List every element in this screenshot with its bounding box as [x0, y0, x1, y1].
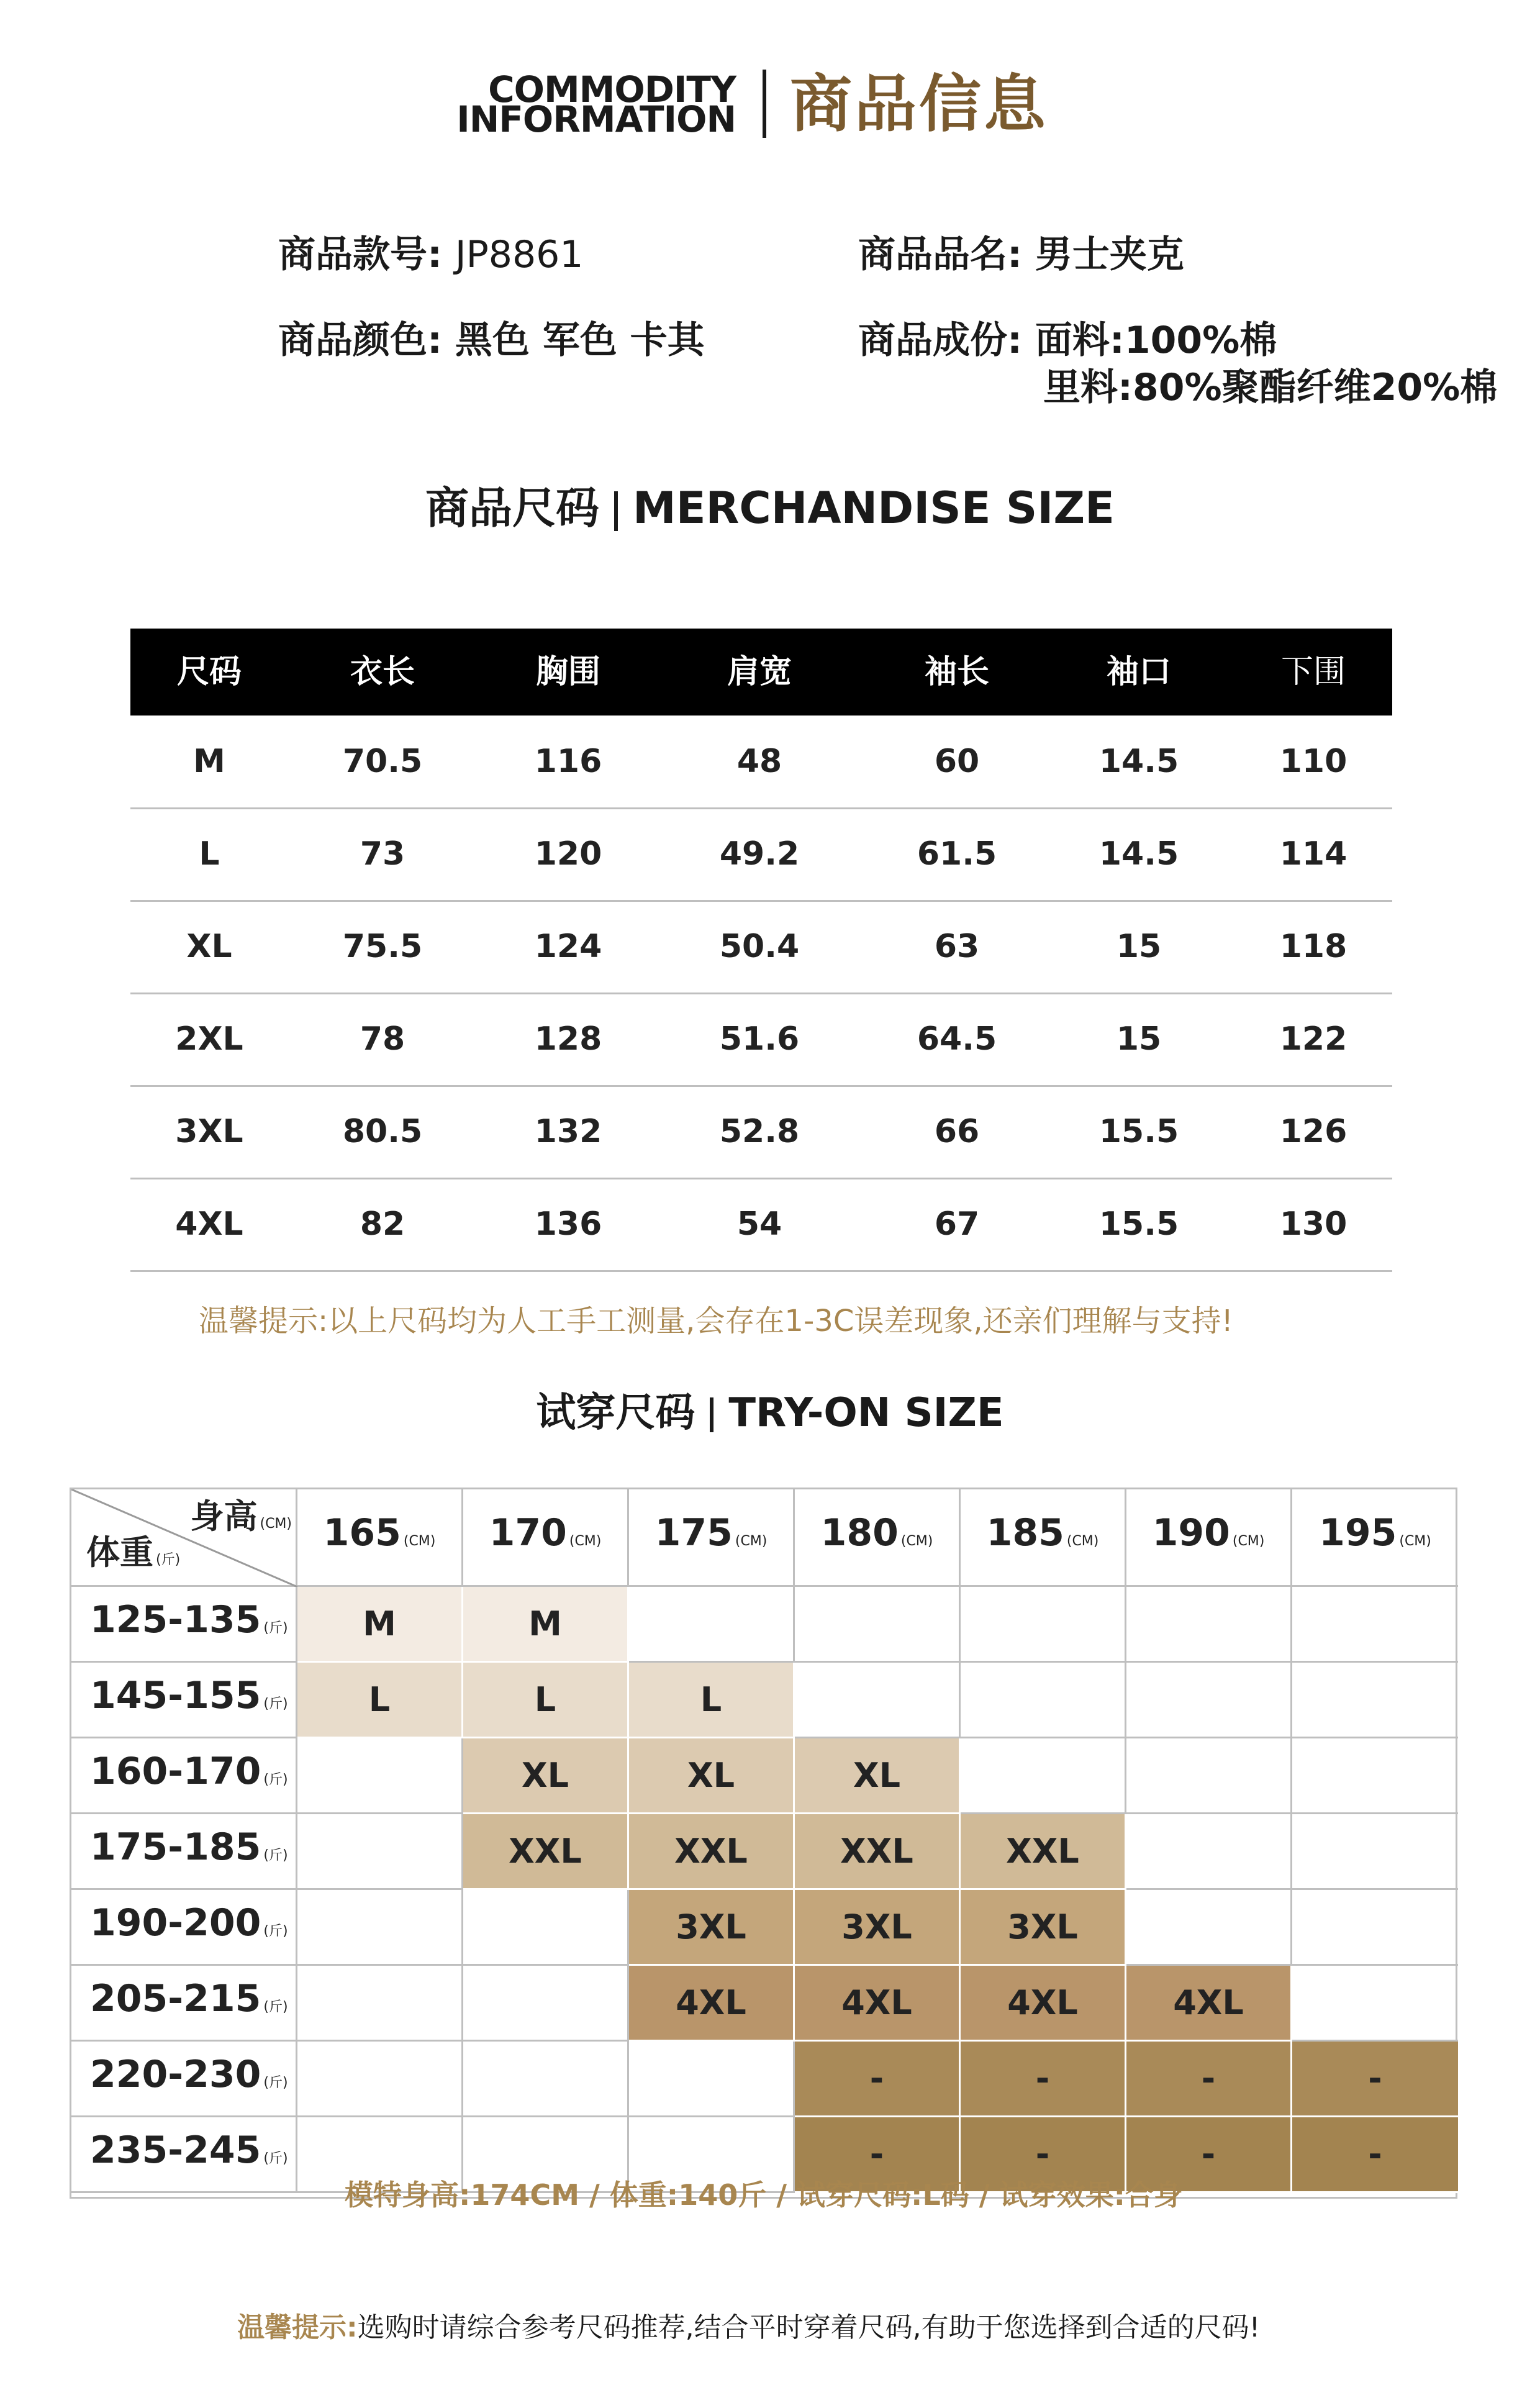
- size-header-cell: 尺码: [176, 653, 242, 691]
- size-title-divider: [614, 491, 618, 531]
- size-table-cell: 136: [534, 1206, 602, 1243]
- tryon-size-cell: [297, 1966, 463, 2042]
- tryon-size-cell: [297, 1663, 463, 1738]
- weight-unit: (斤): [263, 1923, 288, 1939]
- info-style-value: JP8861: [455, 233, 584, 276]
- tryon-size-value: -: [1035, 2134, 1050, 2174]
- tryon-size-cell: [297, 1587, 463, 1663]
- height-value: 165: [323, 1511, 401, 1555]
- size-table-cell: 80.5: [342, 1113, 423, 1150]
- tryon-height-header: [961, 1489, 1126, 1587]
- tryon-size-value: M: [528, 1604, 562, 1643]
- tryon-size-cell: [1126, 1663, 1292, 1738]
- size-header-cell: 衣长: [350, 653, 415, 691]
- weight-unit: (斤): [263, 1620, 288, 1636]
- tryon-size-value: 4XL: [676, 1983, 746, 2022]
- size-table-cell: 52.8: [719, 1113, 800, 1150]
- size-table-row: [130, 808, 1392, 902]
- corner-weight-label: [86, 1534, 180, 1579]
- tryon-title-cn: 试穿尺码: [536, 1390, 695, 1436]
- tryon-size-cell: [961, 1890, 1126, 1966]
- tryon-size-value: XXL: [1006, 1831, 1079, 1871]
- tryon-size-cell: [961, 1814, 1126, 1890]
- corner-height-label: [190, 1498, 292, 1543]
- size-table-row: [130, 1178, 1392, 1272]
- height-unit: (CM): [900, 1533, 933, 1549]
- tryon-weight-label: [71, 1663, 297, 1738]
- tryon-size-value: -: [869, 2058, 884, 2098]
- tryon-size-value: L: [534, 1679, 556, 1719]
- weight-value: 220-230: [90, 2052, 261, 2096]
- size-table-row: [130, 993, 1392, 1087]
- tryon-size-cell: [629, 1890, 795, 1966]
- weight-unit: (斤): [263, 1771, 288, 1788]
- info-style: [278, 232, 583, 277]
- tryon-size-cell: [297, 1738, 463, 1814]
- size-table-header: [130, 629, 1392, 716]
- weight-unit: (斤): [263, 1999, 288, 2015]
- tryon-corner-cell: [71, 1489, 297, 1587]
- tryon-size-value: 3XL: [676, 1907, 746, 1947]
- info-material-label: 商品成份:: [858, 319, 1022, 362]
- tryon-size-value: 3XL: [1007, 1907, 1078, 1947]
- height-unit: (CM): [569, 1533, 602, 1549]
- tryon-weight-label: [71, 1890, 297, 1966]
- tryon-size-cell: [1292, 1890, 1458, 1966]
- tryon-size-cell: [1292, 1738, 1458, 1814]
- size-table-cell: 3XL: [175, 1113, 243, 1150]
- weight-unit: (斤): [263, 1847, 288, 1863]
- corner-weight-unit: (斤): [156, 1552, 181, 1568]
- bottom-note: [237, 2310, 1260, 2345]
- tryon-section-title: [0, 1388, 1540, 1438]
- tryon-size-cell: [629, 1587, 795, 1663]
- size-table-cell: 15.5: [1098, 1113, 1179, 1150]
- tryon-size-value: -: [869, 2134, 884, 2174]
- size-title-en: MERCHANDISE SIZE: [633, 483, 1115, 534]
- size-table-row: [130, 716, 1392, 809]
- weight-value: 160-170: [90, 1749, 261, 1793]
- height-unit: (CM): [1399, 1533, 1431, 1549]
- tryon-size-cell: [1292, 1663, 1458, 1738]
- tryon-grid: [70, 1488, 1457, 2212]
- height-value: 180: [820, 1511, 899, 1555]
- size-table-cell: 2XL: [175, 1020, 243, 1058]
- height-value: 195: [1319, 1511, 1397, 1555]
- size-table-cell: 126: [1279, 1113, 1348, 1150]
- header-en-title: [456, 68, 736, 140]
- size-note: 温馨提示:以上尺码均为人工手工测量,会存在1-3C误差现象,还亲们理解与支持!: [199, 1304, 1233, 1338]
- tryon-size-value: XL: [687, 1755, 735, 1795]
- tryon-height-header: [795, 1489, 961, 1587]
- size-table-cell: 15: [1116, 928, 1162, 965]
- tryon-size-cell: [795, 1966, 961, 2042]
- size-table-row: [130, 901, 1392, 994]
- size-table-row: [130, 1086, 1392, 1179]
- size-table-cell: 118: [1279, 928, 1348, 965]
- tryon-size-value: XXL: [840, 1831, 913, 1871]
- model-info-row: [71, 2178, 1456, 2212]
- size-table-cell: 114: [1279, 835, 1348, 873]
- weight-value: 205-215: [90, 1976, 261, 2020]
- tryon-size-cell: [1292, 1814, 1458, 1890]
- weight-unit: (斤): [263, 1696, 288, 1712]
- tryon-size-cell: [463, 1663, 629, 1738]
- header-divider: [763, 70, 766, 138]
- size-section-title: [0, 481, 1540, 535]
- height-value: 170: [489, 1511, 567, 1555]
- info-style-label: 商品款号:: [278, 233, 442, 276]
- info-name-label: 商品品名:: [858, 233, 1022, 276]
- tryon-size-cell: [1126, 1587, 1292, 1663]
- weight-unit: (斤): [263, 2150, 288, 2166]
- tryon-size-cell: [961, 1966, 1126, 2042]
- tryon-size-cell: [1126, 1966, 1292, 2042]
- tryon-weight-label: [71, 1738, 297, 1814]
- height-unit: (CM): [403, 1533, 436, 1549]
- size-table-cell: 4XL: [175, 1206, 243, 1243]
- size-header-cell: 胸围: [535, 653, 600, 691]
- tryon-size-value: -: [1201, 2058, 1216, 2098]
- tryon-size-cell: [629, 1663, 795, 1738]
- tryon-size-value: XXL: [509, 1831, 582, 1871]
- corner-weight-text: 体重: [86, 1533, 153, 1572]
- size-table-cell: 122: [1279, 1020, 1348, 1058]
- tryon-size-cell: [795, 1814, 961, 1890]
- height-unit: (CM): [1066, 1533, 1099, 1549]
- info-color: [278, 318, 705, 363]
- info-material-line1: 面料:100%棉: [1035, 319, 1277, 362]
- tryon-size-cell: [961, 1587, 1126, 1663]
- corner-height-text: 身高: [190, 1497, 258, 1536]
- tryon-size-cell: [463, 2042, 629, 2117]
- size-table-cell: 120: [534, 835, 602, 873]
- tryon-height-header: [297, 1489, 463, 1587]
- tryon-size-cell: [795, 1663, 961, 1738]
- size-table-cell: 50.4: [719, 928, 800, 965]
- size-table-cell: 61.5: [917, 835, 997, 873]
- weight-value: 125-135: [90, 1597, 261, 1642]
- size-table-cell: 82: [360, 1206, 405, 1243]
- size-table-cell: 128: [534, 1020, 602, 1058]
- tryon-size-cell: [795, 1738, 961, 1814]
- tryon-size-value: XXL: [674, 1831, 748, 1871]
- size-table-cell: 15.5: [1098, 1206, 1179, 1243]
- size-table-cell: 15: [1116, 1020, 1162, 1058]
- info-material-line2: 里料:80%聚酯纤维20%棉: [1043, 366, 1498, 409]
- tryon-size-cell: [1126, 1890, 1292, 1966]
- size-table-cell: L: [199, 835, 220, 873]
- bottom-note-label: 温馨提示:: [237, 2312, 358, 2343]
- tryon-size-cell: [1292, 2042, 1458, 2117]
- header-en-line1: COMMODITY: [488, 68, 736, 111]
- size-table-cell: 51.6: [719, 1020, 800, 1058]
- size-table-cell: 66: [934, 1113, 980, 1150]
- height-value: 175: [654, 1511, 733, 1555]
- tryon-size-cell: [629, 1966, 795, 2042]
- size-table-cell: 75.5: [342, 928, 423, 965]
- tryon-size-cell: [1292, 1587, 1458, 1663]
- header-cn-title: 商品信息: [790, 68, 1048, 140]
- size-table-cell: M: [193, 743, 225, 780]
- model-info-text: 模特身高:174CM / 体重:140斤 / 试穿尺码:L码 / 试穿效果:合身: [345, 2178, 1182, 2212]
- size-table-cell: 60: [934, 743, 980, 780]
- info-name: [858, 232, 1184, 277]
- tryon-size-value: -: [1368, 2134, 1382, 2174]
- size-header-cell: 肩宽: [727, 653, 792, 691]
- height-value: 185: [986, 1511, 1064, 1555]
- weight-value: 235-245: [90, 2128, 261, 2172]
- tryon-size-value: 4XL: [1007, 1983, 1078, 2022]
- size-table-cell: 78: [360, 1020, 405, 1058]
- tryon-size-cell: [297, 1890, 463, 1966]
- tryon-size-value: L: [700, 1679, 722, 1719]
- size-table-cell: 116: [534, 743, 602, 780]
- size-table-cell: 64.5: [917, 1020, 997, 1058]
- tryon-size-value: M: [363, 1604, 396, 1643]
- info-color-label: 商品颜色:: [278, 319, 442, 362]
- tryon-height-header: [629, 1489, 795, 1587]
- tryon-height-header: [463, 1489, 629, 1587]
- weight-value: 190-200: [90, 1901, 261, 1945]
- tryon-size-cell: [629, 1738, 795, 1814]
- tryon-weight-label: [71, 2042, 297, 2117]
- tryon-size-cell: [297, 2042, 463, 2117]
- tryon-size-cell: [463, 1890, 629, 1966]
- tryon-size-cell: [961, 1738, 1126, 1814]
- info-name-value: 男士夹克: [1035, 233, 1184, 276]
- size-table-cell: 54: [736, 1206, 782, 1243]
- tryon-size-cell: [463, 1587, 629, 1663]
- info-material: [858, 318, 1277, 363]
- size-table-cell: 110: [1279, 743, 1348, 780]
- tryon-size-cell: [463, 1966, 629, 2042]
- tryon-size-value: 4XL: [1173, 1983, 1244, 2022]
- size-table-cell: 132: [534, 1113, 602, 1150]
- weight-value: 175-185: [90, 1825, 261, 1869]
- bottom-note-text: 选购时请综合参考尺码推荐,结合平时穿着尺码,有助于您选择到合适的尺码!: [357, 2312, 1261, 2343]
- tryon-size-cell: [795, 1890, 961, 1966]
- tryon-size-value: XL: [853, 1755, 901, 1795]
- size-header-cell: 袖口: [1106, 653, 1171, 691]
- size-table-cell: 48: [736, 743, 782, 780]
- size-table-cell: 70.5: [342, 743, 423, 780]
- height-value: 190: [1152, 1511, 1230, 1555]
- tryon-size-cell: [1126, 1738, 1292, 1814]
- tryon-weight-label: [71, 1814, 297, 1890]
- tryon-size-cell: [1292, 1966, 1458, 2042]
- size-table-cell: 14.5: [1098, 835, 1179, 873]
- tryon-size-cell: [961, 1663, 1126, 1738]
- size-table-cell: 73: [360, 835, 405, 873]
- tryon-height-header: [1126, 1489, 1292, 1587]
- header-en-line2: INFORMATION: [456, 98, 736, 140]
- weight-value: 145-155: [90, 1673, 261, 1717]
- size-header-cell: 袖长: [924, 653, 989, 691]
- tryon-size-cell: [297, 1814, 463, 1890]
- height-unit: (CM): [1232, 1533, 1265, 1549]
- size-table-cell: 130: [1279, 1206, 1348, 1243]
- size-table-cell: XL: [186, 928, 232, 965]
- size-table-cell: 67: [934, 1206, 980, 1243]
- tryon-size-value: -: [1035, 2058, 1050, 2098]
- size-title-cn: 商品尺码: [425, 483, 600, 534]
- size-header-cell: 下围: [1280, 653, 1346, 691]
- tryon-size-value: 4XL: [841, 1983, 912, 2022]
- tryon-title-en: TRY-ON SIZE: [728, 1390, 1004, 1436]
- weight-unit: (斤): [263, 2074, 288, 2091]
- info-color-value: 黑色 军色 卡其: [455, 319, 705, 362]
- tryon-size-value: L: [368, 1679, 391, 1719]
- tryon-size-value: -: [1201, 2134, 1216, 2174]
- tryon-weight-label: [71, 1966, 297, 2042]
- size-table-cell: 124: [534, 928, 602, 965]
- size-table-cell: 49.2: [719, 835, 800, 873]
- tryon-height-header: [1292, 1489, 1458, 1587]
- tryon-size-cell: [1126, 1814, 1292, 1890]
- tryon-size-value: XL: [521, 1755, 569, 1795]
- size-table-cell: 14.5: [1098, 743, 1179, 780]
- tryon-title-divider: [710, 1397, 713, 1432]
- tryon-size-cell: [961, 2042, 1126, 2117]
- tryon-size-cell: [463, 1814, 629, 1890]
- tryon-size-cell: [463, 1738, 629, 1814]
- tryon-size-cell: [795, 1587, 961, 1663]
- tryon-weight-label: [71, 1587, 297, 1663]
- tryon-size-cell: [1126, 2042, 1292, 2117]
- tryon-size-value: 3XL: [841, 1907, 912, 1947]
- tryon-size-cell: [629, 2042, 795, 2117]
- tryon-size-cell: [629, 1814, 795, 1890]
- size-table-cell: 63: [934, 928, 980, 965]
- corner-height-unit: (CM): [260, 1516, 292, 1532]
- height-unit: (CM): [735, 1533, 768, 1549]
- tryon-size-cell: [795, 2042, 961, 2117]
- tryon-size-value: -: [1368, 2058, 1382, 2098]
